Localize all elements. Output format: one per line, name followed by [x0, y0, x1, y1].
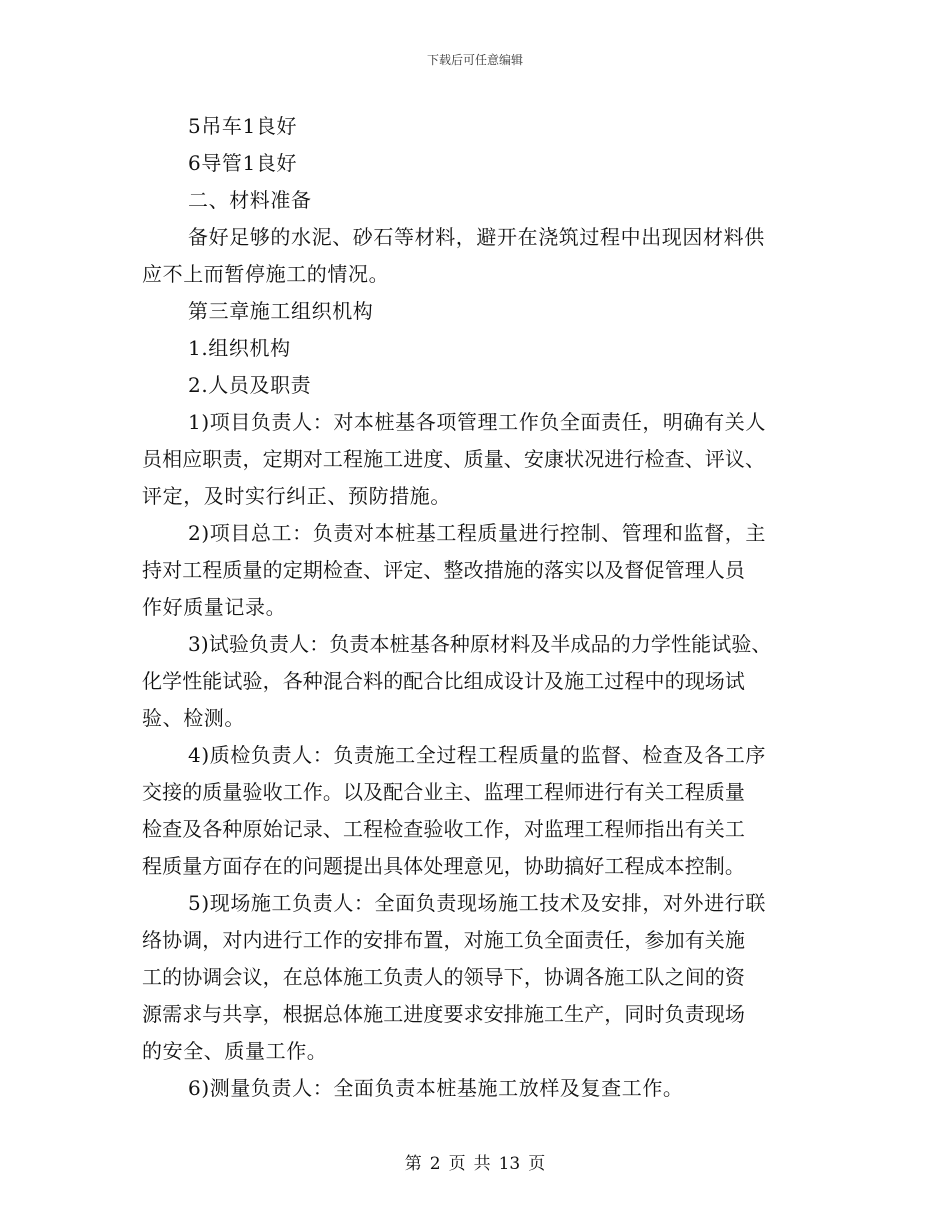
paragraph-line: 员相应职责，定期对工程施工进度、质量、安康状况进行检查、评议、: [142, 447, 766, 471]
paragraph-line: 化学性能试验，各种混合料的配合比组成设计及施工过程中的现场试: [142, 669, 745, 693]
paragraph-line: 2)项目总工：负责对本桩基工程质量进行控制、管理和监督，主: [188, 521, 766, 545]
page-label: 第: [404, 1154, 422, 1174]
paragraph-line: 4)质检负责人：负责施工全过程工程质量的监督、检查及各工序: [188, 743, 766, 767]
paragraph-line: 程质量方面存在的问题提出具体处理意见，协助搞好工程成本控制。: [142, 854, 745, 878]
page-footer: [0, 1153, 950, 1175]
paragraph-line: 1)项目负责人：对本桩基各项管理工作负全面责任，明确有关人: [188, 410, 766, 434]
page-header: 下载后可任意编辑: [426, 53, 523, 67]
subsection-heading: 2.人员及职责: [188, 373, 312, 397]
paragraph-line: 6)测量负责人：全面负责本桩基施工放样及复查工作。: [188, 1076, 684, 1100]
text-line: 6导管1良好: [188, 151, 298, 175]
paragraph-line: 持对工程质量的定期检查、评定、整改措施的落实以及督促管理人员: [142, 558, 745, 582]
paragraph-line: 评定，及时实行纠正、预防措施。: [142, 484, 451, 508]
paragraph-line: 5)现场施工负责人：全面负责现场施工技术及安排，对外进行联: [188, 891, 766, 915]
total-label: 共: [473, 1154, 491, 1174]
document-body: [142, 108, 810, 1107]
paragraph-line: 应不上而暂停施工的情况。: [142, 262, 390, 286]
paragraph-line: 备好足够的水泥、砂石等材料，避开在浇筑过程中出现因材料供: [188, 225, 765, 249]
total-unit-label: 页: [528, 1154, 546, 1174]
paragraph-line: 交接的质量验收工作。以及配合业主、监理工程师进行有关工程质量: [142, 780, 745, 804]
chapter-heading: 第三章施工组织机构: [188, 299, 374, 323]
paragraph-line: 验、检测。: [142, 706, 245, 730]
current-page-number: 2: [429, 1154, 441, 1174]
paragraph-line: 检查及各种原始记录、工程检查验收工作，对监理工程师指出有关工: [142, 817, 745, 841]
page-unit-label: 页: [448, 1154, 466, 1174]
paragraph-line: 工的协调会议，在总体施工负责人的领导下，协调各施工队之间的资: [142, 965, 745, 989]
section-heading: 二、材料准备: [188, 188, 312, 212]
paragraph-line: 3)试验负责人：负责本桩基各种原材料及半成品的力学性能试验、: [188, 632, 772, 656]
total-pages-number: 13: [498, 1154, 521, 1174]
subsection-heading: 1.组织机构: [188, 336, 291, 360]
text-line: 5吊车1良好: [188, 114, 298, 138]
paragraph-line: 源需求与共享，根据总体施工进度要求安排施工生产，同时负责现场: [142, 1002, 745, 1026]
paragraph-line: 的安全、质量工作。: [142, 1039, 328, 1063]
paragraph-line: 作好质量记录。: [142, 595, 287, 619]
paragraph-line: 络协调，对内进行工作的安排布置，对施工负全面责任，参加有关施: [142, 928, 745, 952]
